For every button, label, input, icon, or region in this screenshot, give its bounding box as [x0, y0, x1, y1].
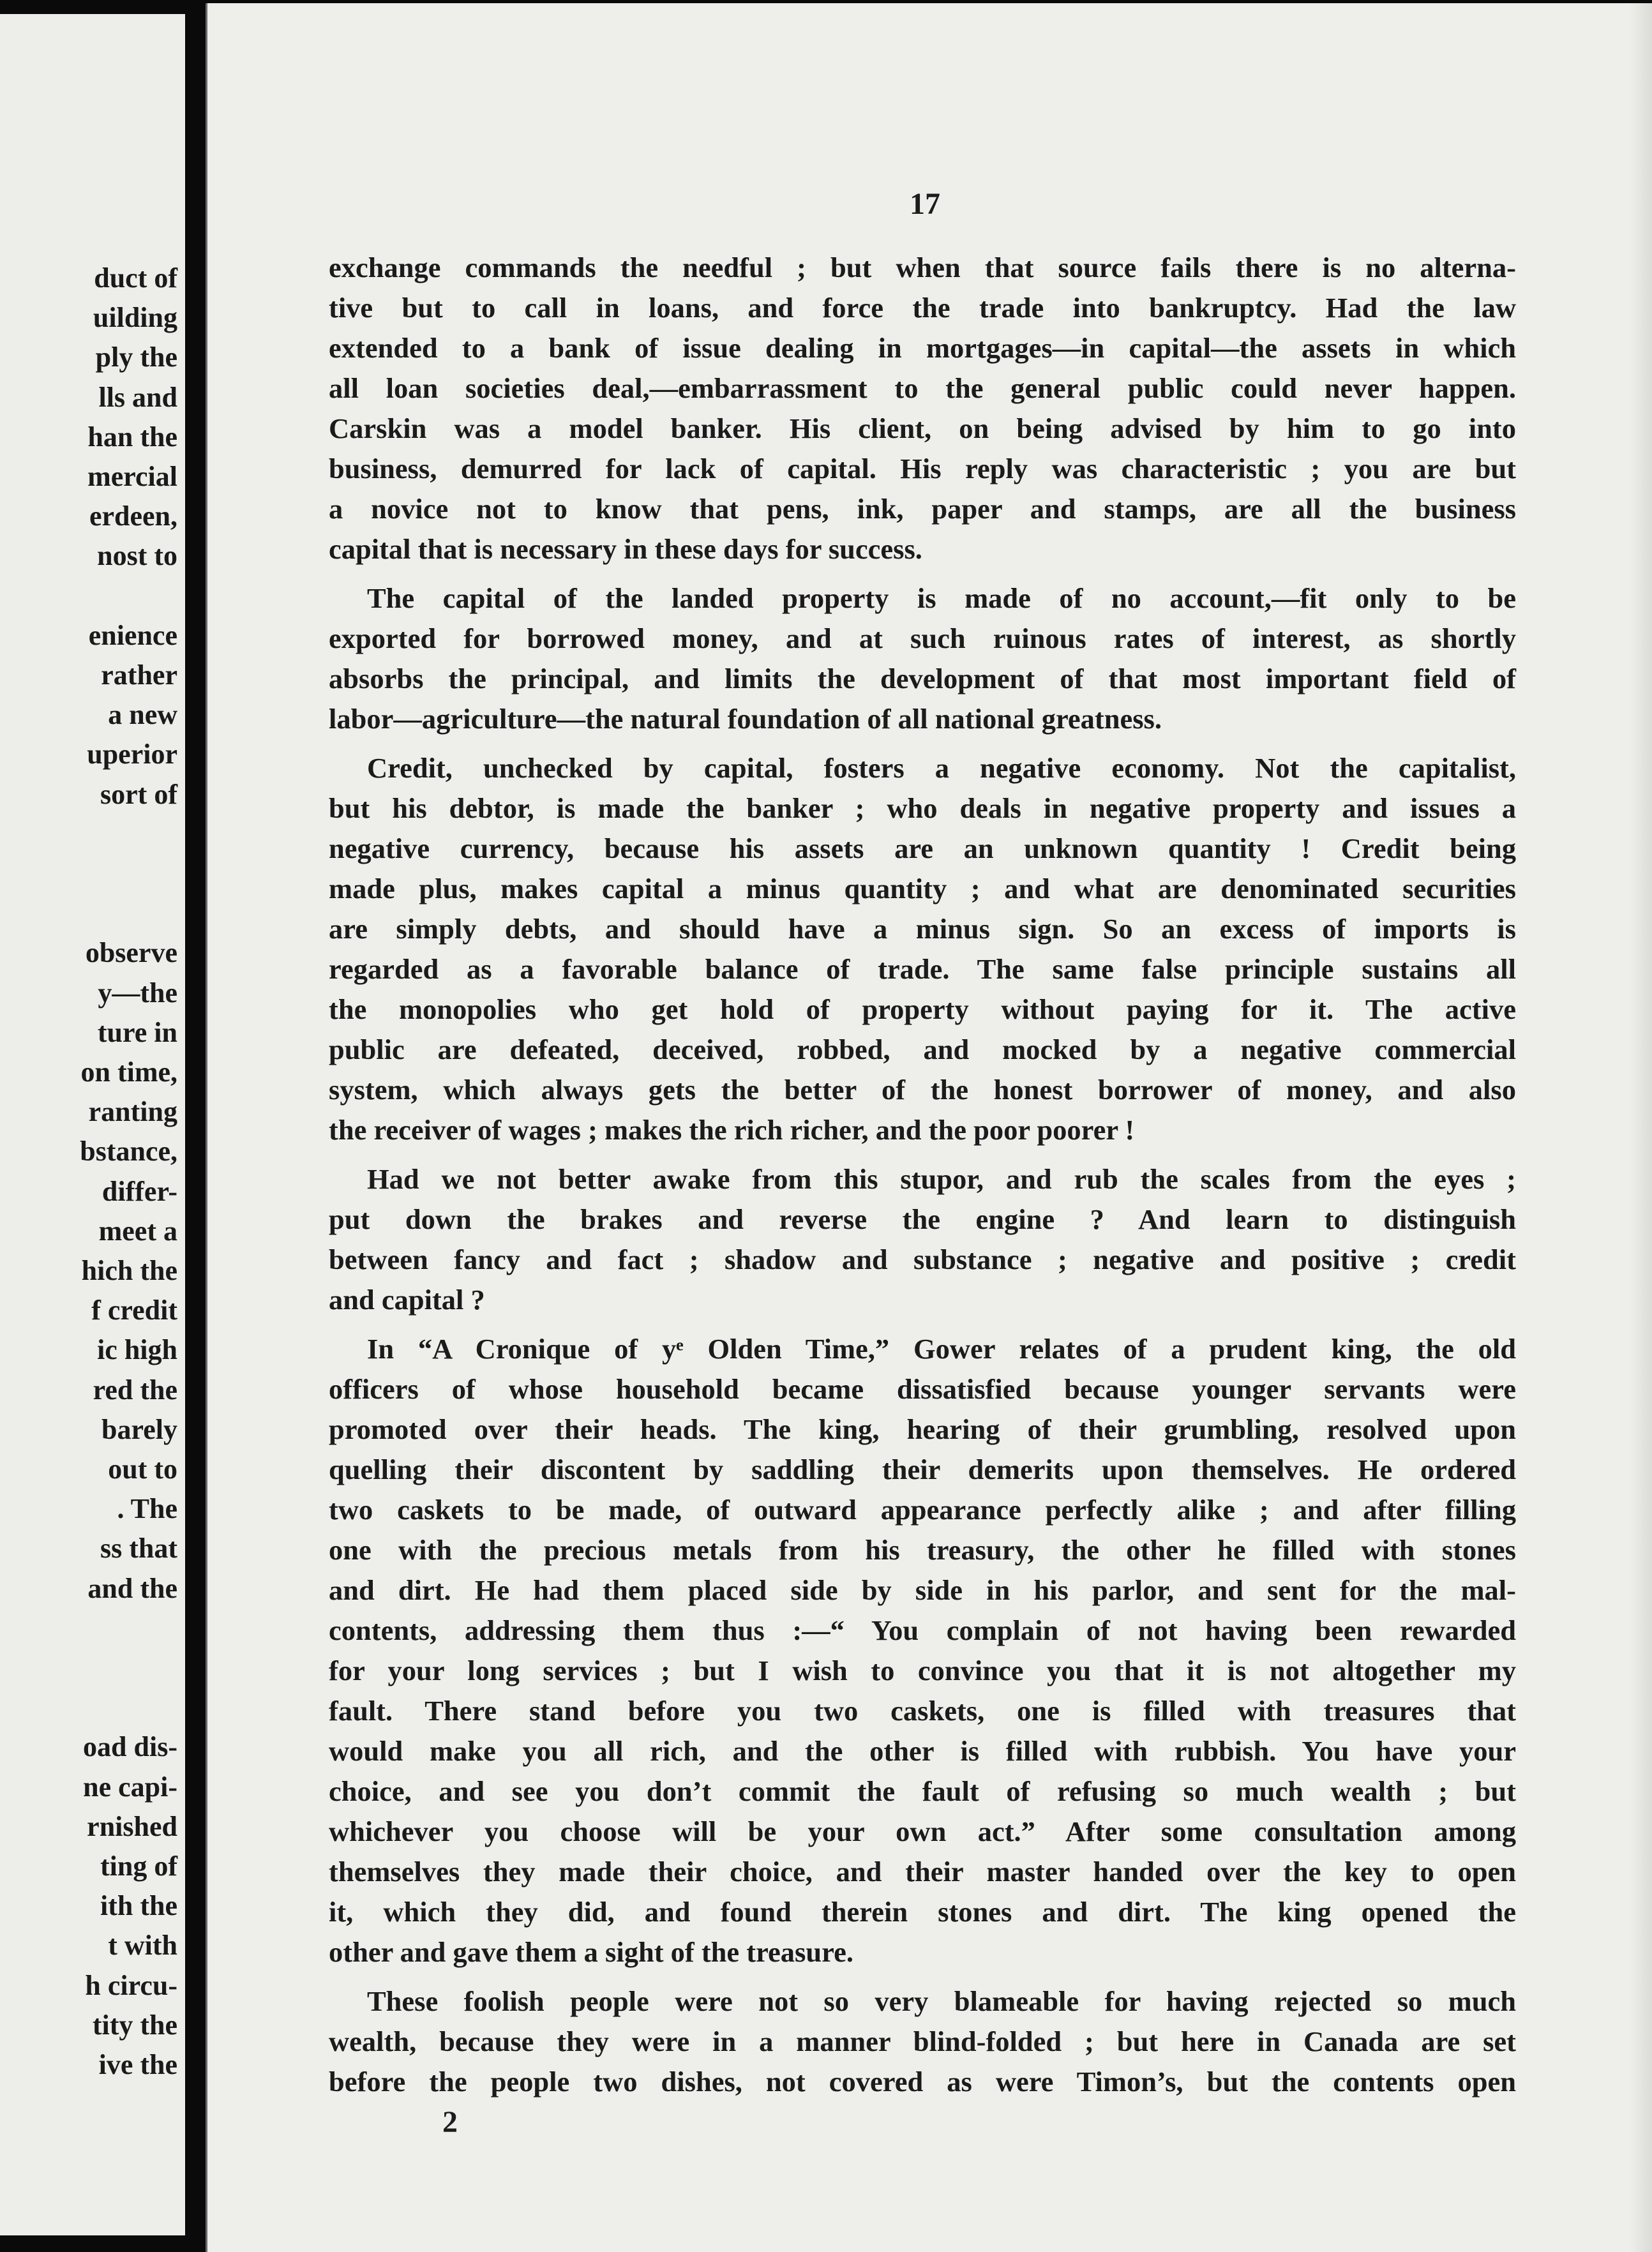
left-fragment-line: duct of — [94, 262, 177, 294]
text-line: exchange commands the needful ; but when that source fails there is no alterna- — [329, 251, 1516, 283]
left-fragment-line: red the — [93, 1374, 177, 1406]
text-line: system, which always gets the better of the honest borrower of money, and also — [329, 1074, 1516, 1106]
text-line: officers of whose household became dissatisfied because younger servants were — [329, 1373, 1516, 1405]
left-fragment-line: ith the — [100, 1890, 177, 1922]
text-line: all loan societies deal,—embarrassment to the general public could never happen. — [329, 372, 1516, 404]
text-line: the receiver of wages ; makes the rich richer, and the poor poorer ! — [329, 1114, 1135, 1146]
left-fragment-line: differ- — [101, 1175, 177, 1207]
text-line: and capital ? — [329, 1284, 485, 1316]
left-fragment-line: nost to — [97, 540, 177, 572]
text-line: themselves they made their choice, and their master handed over the key to open — [329, 1856, 1516, 1888]
text-line: fault. There stand before you two caskets, one is filled with treasures that — [329, 1695, 1516, 1727]
left-fragment-line: meet a — [98, 1215, 177, 1247]
text-line: one with the precious metals from his treasury, the other he filled with stones — [329, 1534, 1516, 1566]
text-line: Credit, unchecked by capital, fosters a negative economy. Not the capitalist, — [367, 752, 1516, 784]
left-fragment-line: tity the — [92, 2009, 177, 2041]
text-line: but his debtor, is made the banker ; who deals in negative property and issues a — [329, 792, 1516, 824]
body-text — [207, 3, 1652, 2252]
left-fragment-line: . The — [117, 1493, 177, 1525]
text-line: business, demurred for lack of capital. His reply was characteristic ; you are but — [329, 453, 1516, 484]
left-fragment-line: mercial — [87, 461, 177, 492]
text-line: and dirt. He had them placed side by side in his parlor, and sent for the mal- — [329, 1574, 1516, 1606]
text-line: tive but to call in loans, and force the trade into bankruptcy. Had the law — [329, 292, 1516, 324]
text-line: extended to a bank of issue dealing in mortgages—in capital—the assets in which — [329, 332, 1516, 364]
left-fragment-line: barely — [101, 1413, 177, 1445]
text-line: labor—agriculture—the natural foundation of all national greatness. — [329, 703, 1162, 735]
left-fragment-line: rnished — [87, 1810, 177, 1842]
left-fragment-line: on time, — [80, 1056, 177, 1088]
text-line: before the people two dishes, not covered as were Timon’s, but the contents open — [329, 2066, 1516, 2098]
text-line: other and gave them a sight of the treasure. — [329, 1936, 853, 1968]
text-line: absorbs the principal, and limits the development of that most important field of — [329, 663, 1516, 694]
text-line: choice, and see you don’t commit the fault of refusing so much wealth ; but — [329, 1775, 1516, 1807]
left-fragment-line: rather — [101, 659, 177, 691]
text-line: In “A Cronique of yᵉ Olden Time,” Gower relates of a prudent king, the old — [367, 1333, 1516, 1365]
left-fragment-line: ic high — [97, 1334, 177, 1366]
left-fragment-line: enience — [88, 619, 177, 651]
text-line: made plus, makes capital a minus quantity ; and what are denominated securities — [329, 873, 1516, 905]
left-fragment-line: a new — [108, 699, 177, 731]
left-fragment-line: ting of — [100, 1850, 177, 1882]
text-line: contents, addressing them thus :—“ You complain of not having been rewarded — [329, 1614, 1516, 1646]
left-fragment-line: erdeen, — [89, 500, 177, 532]
text-line: between fancy and fact ; shadow and substance ; negative and positive ; credit — [329, 1243, 1516, 1275]
text-line: are simply debts, and should have a minus sign. So an excess of imports is — [329, 913, 1516, 945]
text-line: the monopolies who get hold of property without paying for it. The active — [329, 993, 1516, 1025]
left-fragment-line: uperior — [87, 739, 177, 770]
left-fragment-line: uilding — [93, 302, 177, 334]
text-line: promoted over their heads. The king, hearing of their grumbling, resolved upon — [329, 1413, 1516, 1445]
left-page-fragment — [0, 14, 185, 2235]
text-line: two caskets to be made, of outward appearance perfectly alike ; and after filling — [329, 1494, 1516, 1526]
left-fragment-line: lls and — [98, 381, 177, 413]
text-line: public are defeated, deceived, robbed, and mocked by a negative commercial — [329, 1033, 1516, 1065]
text-line: put down the brakes and reverse the engine ? And learn to distinguish — [329, 1203, 1516, 1235]
text-line: The capital of the landed property is made of no account,—fit only to be — [367, 582, 1516, 614]
text-line: Carskin was a model banker. His client, on being advised by him to go into — [329, 412, 1516, 444]
text-line: quelling their discontent by saddling their demerits upon themselves. He ordered — [329, 1453, 1516, 1485]
left-fragment-line: ranting — [88, 1096, 177, 1128]
left-fragment-line: h circu- — [85, 1969, 177, 2001]
text-line: wealth, because they were in a manner blind-folded ; but here in Canada are set — [329, 2025, 1516, 2057]
left-fragment-line: observe — [85, 937, 177, 969]
text-line: it, which they did, and found therein stones and dirt. The king opened the — [329, 1896, 1516, 1928]
left-fragment-line: han the — [87, 421, 177, 453]
text-line: These foolish people were not so very blameable for having rejected so much — [367, 1985, 1516, 2017]
text-line: whichever you choose will be your own act.” After some consultation among — [329, 1815, 1516, 1847]
left-fragment-line: and the — [87, 1572, 177, 1604]
text-line: negative currency, because his assets are an unknown quantity ! Credit being — [329, 832, 1516, 864]
left-fragment-line: out to — [108, 1453, 177, 1485]
signature-mark: 2 — [442, 2105, 458, 2139]
left-fragment-line: y—the — [98, 977, 177, 1009]
scan-edge — [1630, 3, 1652, 2252]
text-line: exported for borrowed money, and at such ruinous rates of interest, as shortly — [329, 622, 1516, 654]
text-line: would make you all rich, and the other is filled with rubbish. You have your — [329, 1735, 1516, 1767]
left-fragment-line: ply the — [95, 342, 177, 373]
left-fragment-line: t with — [108, 1930, 177, 1962]
left-fragment-line: sort of — [100, 778, 177, 810]
page-number: 17 — [910, 187, 940, 221]
left-fragment-line: oad dis- — [83, 1731, 177, 1763]
text-line: Had we not better awake from this stupor, and rub the scales from the eyes ; — [367, 1163, 1516, 1195]
left-fragment-line: ture in — [97, 1016, 177, 1048]
text-line: a novice not to know that pens, ink, paper and stamps, are all the business — [329, 493, 1516, 525]
text-line: for your long services ; but I wish to convince you that it is not altogether my — [329, 1655, 1516, 1686]
main-page — [206, 3, 1652, 2252]
left-fragment-line: ive the — [98, 2049, 177, 2080]
left-fragment-line: f credit — [91, 1295, 177, 1326]
left-fragment-line: hich the — [81, 1255, 177, 1286]
left-fragment-line: bstance, — [80, 1136, 177, 1167]
text-line: regarded as a favorable balance of trade. The same false principle sustains all — [329, 953, 1516, 985]
left-fragment-line: ne capi- — [83, 1771, 177, 1803]
left-fragment-line: ss that — [100, 1533, 177, 1565]
text-line: capital that is necessary in these days for success. — [329, 533, 922, 565]
